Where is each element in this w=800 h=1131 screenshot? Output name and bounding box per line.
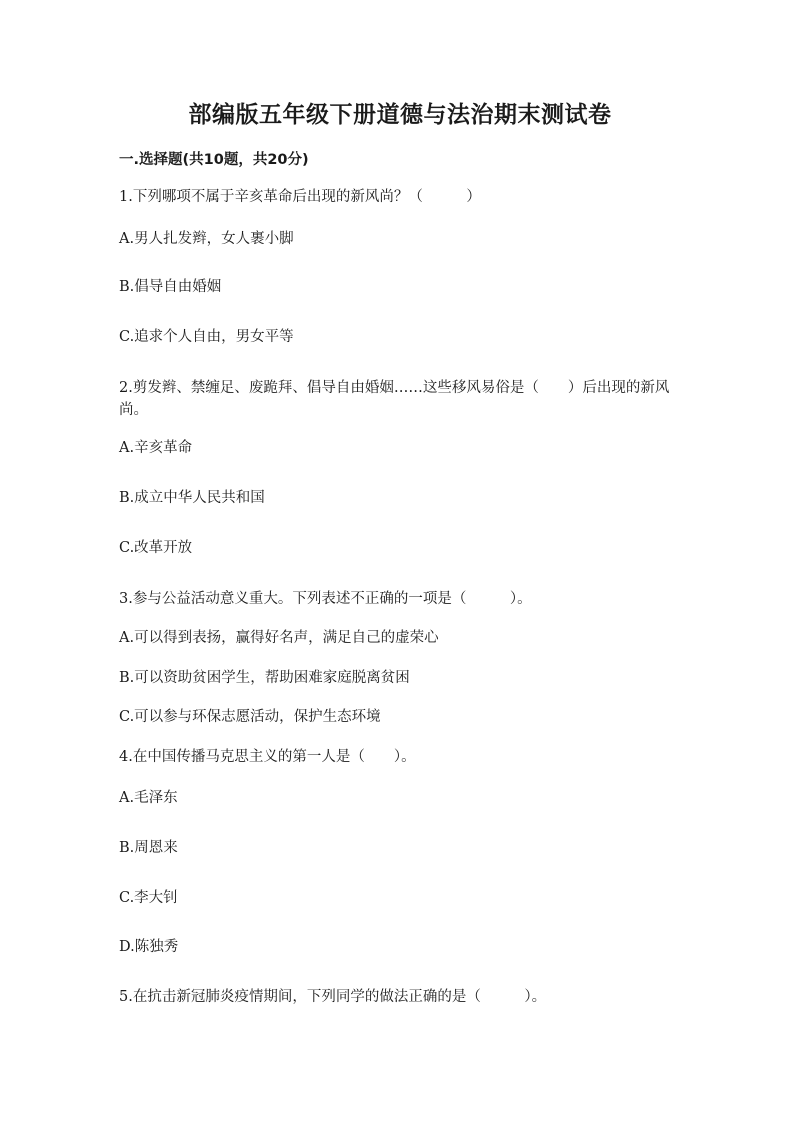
question-3-option-a: A.可以得到表扬，赢得好名声，满足自己的虚荣心 xyxy=(119,630,439,646)
section-heading: 一.选择题(共10题，共20分) xyxy=(119,152,309,168)
question-2-option-c: C.改革开放 xyxy=(119,540,193,556)
question-1-option-b: B.倡导自由婚姻 xyxy=(119,279,222,295)
question-4-option-d: D.陈独秀 xyxy=(119,939,179,955)
question-1-stem: 1.下列哪项不属于辛亥革命后出现的新风尚？（ ） xyxy=(119,189,481,205)
question-3-option-c: C.可以参与环保志愿活动，保护生态环境 xyxy=(119,709,381,725)
question-1-option-c: C.追求个人自由，男女平等 xyxy=(119,329,294,345)
question-4-option-b: B.周恩来 xyxy=(119,840,178,856)
question-2-stem: 2.剪发辫、禁缠足、废跪拜、倡导自由婚姻……这些移风易俗是（ ）后出现的新风尚。 xyxy=(119,380,670,418)
question-5-stem: 5.在抗击新冠肺炎疫情期间，下列同学的做法正确的是（ ）。 xyxy=(119,989,547,1005)
question-2-option-a: A.辛亥革命 xyxy=(119,440,193,456)
question-4-option-a: A.毛泽东 xyxy=(119,790,178,806)
page-title: 部编版五年级下册道德与法治期末测试卷 xyxy=(188,102,612,128)
question-4-option-c: C.李大钊 xyxy=(119,890,178,906)
question-3-stem: 3.参与公益活动意义重大。下列表述不正确的一项是（ ）。 xyxy=(119,591,532,607)
question-3-option-b: B.可以资助贫困学生，帮助困难家庭脱离贫困 xyxy=(119,670,410,686)
question-2-option-b: B.成立中华人民共和国 xyxy=(119,490,265,506)
question-4-stem: 4.在中国传播马克思主义的第一人是（ ）。 xyxy=(119,749,416,765)
question-1-option-a: A.男人扎发辫，女人裹小脚 xyxy=(119,231,294,247)
